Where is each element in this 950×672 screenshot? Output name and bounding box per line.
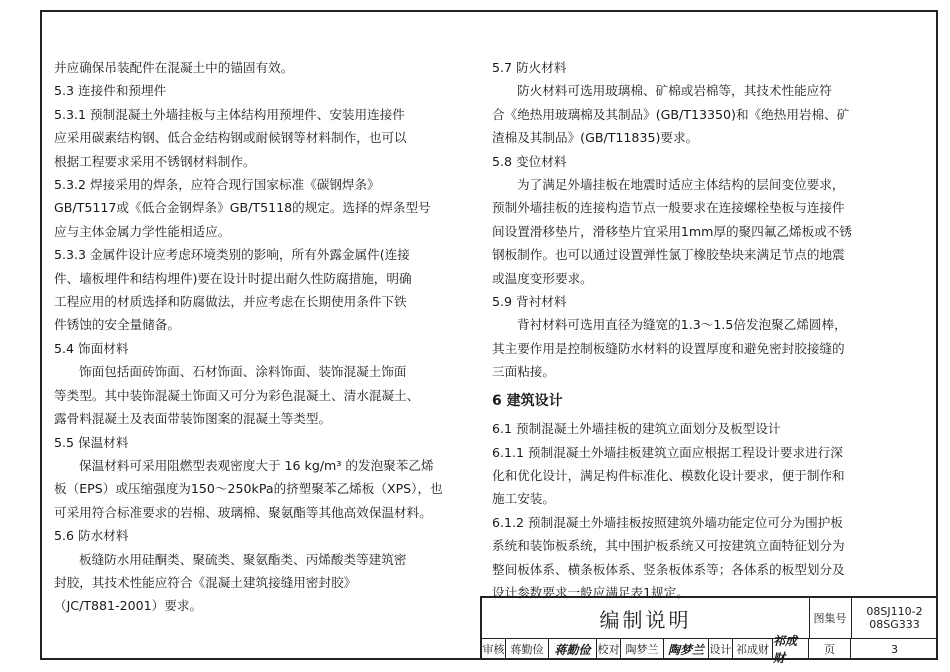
text-line: GB/T5117或《低合金钢焊条》GB/T5118的规定。选择的焊条型号	[54, 200, 431, 216]
text-line: 应与主体金属力学性能相适应。	[54, 223, 231, 239]
text-line: 5.9 背衬材料	[492, 294, 567, 310]
text-line: 施工安装。	[492, 491, 555, 507]
review-label: 审核	[482, 638, 506, 660]
right-column	[492, 56, 906, 604]
approval-row	[482, 634, 938, 665]
designer-name: 祁成财	[733, 638, 773, 660]
text-line: 露骨料混凝土及表面带装饰图案的混凝土等类型。	[54, 411, 332, 427]
atlas-number-label: 图集号	[809, 598, 852, 639]
text-line: 预制外墙挂板的连接构造节点一般要求在连接螺栓垫板与连接件	[492, 200, 845, 216]
text-line: 5.3 连接件和预埋件	[54, 83, 167, 99]
text-line: 或温度变形要求。	[492, 270, 593, 286]
designer-signature: 祁成财	[773, 638, 809, 660]
text-line: 6.1 预制混凝土外墙挂板的建筑立面划分及板型设计	[492, 421, 781, 437]
text-line: 合《绝热用玻璃棉及其制品》(GB/T13350)和《绝热用岩棉、矿	[492, 106, 850, 122]
text-line: 背衬材料可选用直径为缝宽的1.3～1.5倍发泡聚乙烯圆棒，	[517, 317, 847, 333]
text-line: 根据工程要求采用不锈钢材料制作。	[54, 153, 256, 169]
text-line: 保温材料可采用阻燃型表观密度大于 16 kg/m³ 的发泡聚苯乙烯	[79, 457, 434, 473]
checker-signature: 陶梦兰	[664, 638, 709, 660]
left-column	[54, 56, 460, 618]
text-line: 间设置滑移垫片，滑移垫片宜采用1mm厚的聚四氟乙烯板或不锈	[492, 223, 852, 239]
page-label: 页	[809, 638, 851, 660]
text-line: 渣棉及其制品》(GB/T11835)要求。	[492, 130, 699, 146]
text-line: （JC/T881-2001）要求。	[54, 598, 203, 614]
text-line: 5.8 变位材料	[492, 153, 567, 169]
text-line: 6.1.1 预制混凝土外墙挂板建筑立面应根据工程设计要求进行深	[492, 444, 843, 460]
reviewer-signature: 蒋勤俭	[549, 638, 597, 660]
text-line: 钢板制作。也可以通过设置弹性氯丁橡胶垫块来满足节点的地震	[492, 247, 845, 263]
text-line: 应采用碳素结构钢、低合金结构钢或耐候钢等材料制作，也可以	[54, 130, 407, 146]
text-line: 板缝防水用硅酮类、聚硫类、聚氨酯类、丙烯酸类等建筑密	[79, 551, 407, 567]
text-line: 等类型。其中装饰混凝土饰面又可分为彩色混凝土、清水混凝土、	[54, 387, 420, 403]
text-line: 板（EPS）或压缩强度为150～250kPa的挤塑聚苯乙烯板（XPS），也	[54, 481, 443, 497]
text-line: 为了满足外墙挂板在地震时适应主体结构的层间变位要求，	[517, 177, 845, 193]
text-line: 5.7 防火材料	[492, 60, 567, 75]
section-heading: 6 建筑设计	[492, 392, 563, 409]
text-line: 化和优化设计，满足构件标准化、模数化设计要求，便于制作和	[492, 467, 845, 483]
text-line: 封胶，其技术性能应符合《混凝土建筑接缝用密封胶》	[54, 574, 357, 590]
text-line: 5.5 保温材料	[54, 434, 129, 450]
text-line: 工程应用的材质选择和防腐做法，并应考虑在长期使用条件下铁	[54, 294, 407, 310]
text-line: 并应确保吊装配件在混凝土中的锚固有效。	[54, 60, 294, 75]
text-line: 设计参数要求一般应满足表1规定。	[492, 584, 689, 600]
text-line: 5.3.3 金属件设计应考虑环境类别的影响，所有外露金属件(连接	[54, 247, 410, 263]
atlas-number	[851, 598, 938, 639]
page-number: 3	[891, 642, 898, 656]
text-line: 防火材料可选用玻璃棉、矿棉或岩棉等，其技术性能应符	[517, 83, 832, 99]
checker-name: 陶梦兰	[621, 638, 664, 660]
text-line: 5.3.2 焊接采用的焊条，应符合现行国家标准《碳钢焊条》	[54, 177, 380, 193]
text-line: 5.3.1 预制混凝土外墙挂板与主体结构用预埋件、安装用连接件	[54, 106, 405, 122]
text-line: 6.1.2 预制混凝土外墙挂板按照建筑外墙功能定位可分为围护板	[492, 514, 843, 530]
reviewer-name: 蒋勤俭	[506, 638, 549, 660]
text-line: 件锈蚀的安全量储备。	[54, 317, 180, 333]
text-line: 5.6 防水材料	[54, 528, 129, 544]
text-line: 件、墙板埋件和结构埋件)要在设计时提出耐久性防腐措施，明确	[54, 270, 412, 286]
design-label: 设计	[709, 638, 733, 660]
text-line: 5.4 饰面材料	[54, 340, 129, 356]
document-title: 编制说明	[482, 598, 810, 639]
text-line: 系统和装饰板系统，其中围护板系统又可按建筑立面特征划分为	[492, 538, 845, 554]
text-line: 整间板体系、横条板体系、竖条板体系等；各体系的板型划分及	[492, 561, 845, 577]
check-label: 校对	[597, 638, 621, 660]
text-line: 其主要作用是控制板缝防水材料的设置厚度和避免密封胶接缝的	[492, 340, 845, 356]
text-line: 可采用符合标准要求的岩棉、玻璃棉、聚氨酯等其他高效保温材料。	[54, 504, 432, 520]
text-line: 三面粘接。	[492, 364, 555, 380]
atlas-number-2: 08SG333	[869, 618, 920, 631]
atlas-number-1: 08SJ110-2	[866, 605, 923, 618]
text-line: 饰面包括面砖饰面、石材饰面、涂料饰面、装饰混凝土饰面	[79, 364, 407, 380]
title-block	[480, 596, 938, 665]
